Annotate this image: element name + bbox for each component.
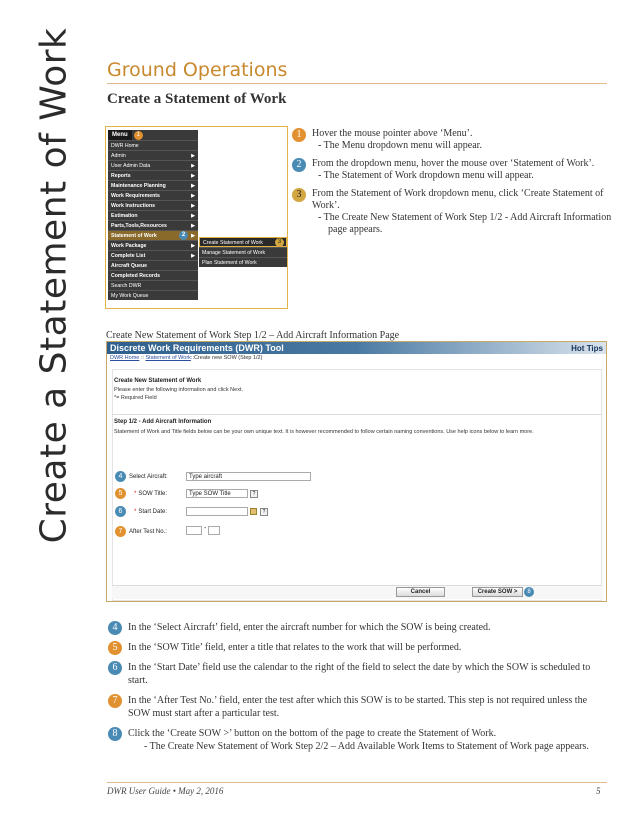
sow-badge: 2 [179,231,188,240]
arrow-right-icon: ▶ [191,203,195,209]
page-heading: Create a Statement of Work [107,91,287,107]
arrow-right-icon: ▶ [191,193,195,199]
dwr-screenshot [106,341,607,602]
step-text: In the ‘Start Date’ field use the calendar to the right of the field to select the date by which the SOW is scheduled to start. [128,662,591,686]
page-number: 5 [596,786,601,796]
menu-item-admin[interactable] [108,150,198,160]
create-sow-badge: 3 [275,238,284,247]
step-3 [292,188,612,236]
menu-item-work-instructions[interactable] [108,200,198,210]
field-badge: 6 [115,506,126,517]
menu-item-my-work-queue[interactable]: My Work Queue [108,290,198,300]
footer-rule [107,782,607,783]
step-badge: 3 [292,188,306,202]
form-instructions: Please enter the following information and click Next. [114,387,244,393]
menu-item-work-requirements[interactable] [108,190,198,200]
arrow-right-icon: ▶ [191,243,195,249]
step-panel-title: Step 1/2 - Add Aircraft Information [114,419,212,425]
create-sow-button[interactable]: Create SOW > [472,587,523,597]
step-4 [108,621,608,634]
breadcrumb-home[interactable]: DWR Home [110,355,140,361]
step-text: From the Statement of Work dropdown menu, click ‘Create Statement of Work’. [312,188,604,211]
help-icon[interactable]: ? [260,508,268,516]
menu-item-user-admin[interactable] [108,160,198,170]
field-label: SOW Title: [138,490,168,497]
steps-top [292,128,612,237]
step-badge: 4 [108,621,122,635]
field-badge: 5 [115,488,126,499]
section-rule [107,83,607,84]
step-subtext: - The Statement of Work dropdown menu will appear. [318,170,534,181]
menu-item-estimation[interactable] [108,210,198,220]
field-badge: 7 [115,526,126,537]
step-badge: 7 [108,694,122,708]
menu-item-reports[interactable] [108,170,198,180]
field-row-sow-title [115,488,167,499]
step-badge: 6 [108,661,122,675]
step-badge: 5 [108,641,122,655]
side-title: Create a Statement of Work [33,27,75,543]
menu-item-aircraft-queue[interactable]: Aircraft Queue [108,260,198,270]
form-title: Create New Statement of Work [114,378,202,384]
arrow-right-icon: ▶ [191,153,195,159]
start-date-input[interactable] [186,507,248,516]
field-label-wrap [134,509,167,515]
dwr-title-bar [107,342,606,354]
field-row-start-date [115,506,167,517]
menu-item-maintenance[interactable] [108,180,198,190]
menu-item-label: Admin [111,153,126,159]
breadcrumb-sow[interactable]: Statement of Work [145,355,191,361]
step-subtext: - The Create New Statement of Work Step 1/2 - Add Aircraft Information page appears. [318,212,612,235]
after-test-input-2[interactable] [208,526,220,535]
step-5 [108,641,608,654]
cancel-button[interactable]: Cancel [396,587,445,597]
required-marker: * [134,508,137,515]
dwr-title: Discrete Work Requirements (DWR) Tool [110,343,284,353]
step-2 [292,158,612,182]
submenu-item-manage-sow[interactable]: Manage Statement of Work [199,247,287,257]
menu-item-label: User Admin Data [111,163,151,169]
menu-item-label: Estimation [111,213,138,219]
menu-screenshot [105,126,288,309]
menu-item-label: Work Instructions [111,203,156,209]
arrow-right-icon: ▶ [191,163,195,169]
create-sow-badge: 8 [524,587,534,597]
required-marker: * [134,490,137,497]
field-label: After Test No.: [129,528,167,535]
step-badge: 1 [292,128,306,142]
menu-dropdown [108,130,198,300]
step-badge: 8 [108,727,122,741]
step-badge: 2 [292,158,306,172]
step-text: In the ‘Select Aircraft’ field, enter the aircraft number for which the SOW is being created. [128,622,491,633]
screenshot-caption: Create New Statement of Work Step 1/2 – Add Aircraft Information Page [106,330,400,341]
arrow-right-icon: ▶ [191,213,195,219]
field-label: Start Date: [138,508,168,515]
after-test-input-1[interactable] [186,526,202,535]
field-label: Select Aircraft: [129,473,168,480]
menu-item-statement-of-work[interactable] [108,230,198,240]
menu-item-work-package[interactable] [108,240,198,250]
help-icon[interactable]: ? [250,490,258,498]
step-6 [108,661,608,687]
arrow-right-icon: ▶ [191,173,195,179]
field-badge: 4 [115,471,126,482]
arrow-right-icon: ▶ [191,183,195,189]
step-text: In the ‘SOW Title’ field, enter a title that relates to the work that will be performed. [128,642,462,653]
field-row-select-aircraft [115,471,168,482]
menu-item-complete-list[interactable] [108,250,198,260]
menu-item-dwr-home[interactable]: DWR Home [108,140,198,150]
menu-badge: 1 [134,131,143,140]
select-aircraft-input[interactable]: Type aircraft [186,472,311,481]
hot-tips-link[interactable]: Hot Tips [571,343,603,353]
footer-guide-date: DWR User Guide • May 2, 2016 [107,786,224,796]
section-title: Ground Operations [107,59,288,81]
step-text: Hover the mouse pointer above ‘Menu’. [312,128,473,139]
breadcrumb-separator: :: [139,355,146,361]
after-test-dash: - [204,525,207,532]
menu-item-label: Reports [111,173,131,179]
step-1 [292,128,612,152]
submenu-item-plan-sow[interactable]: Plan Statement of Work [199,257,287,267]
menu-item-label: Maintenance Planning [111,183,166,189]
menu-label: Menu [108,130,132,140]
field-label-wrap [134,491,167,497]
sow-title-input[interactable]: Type SOW Title [186,489,248,498]
menu-item-label: Work Requirements [111,193,160,199]
menu-item-search-dwr[interactable]: Search DWR [108,280,198,290]
step-subtext: - The Create New Statement of Work Step 2/2 – Add Available Work Items to Statement of Work page appears. [144,741,589,752]
sow-submenu [199,237,287,267]
step-subtext: - The Menu dropdown menu will appear. [318,140,482,151]
step-text: In the ‘After Test No.’ field, enter the test after which this SOW is to be started. This step is not required unless the SOW must start after a particular test. [128,695,588,719]
step-8 [108,727,608,753]
required-note: *= Required Field [114,395,157,401]
menu-item-parts-tools[interactable] [108,220,198,230]
steps-bottom [108,621,608,760]
arrow-right-icon: ▶ [191,253,195,259]
step-panel-description: Statement of Work and Title fields below can be your own unique text. It is however recommended to follow certain naming conventions. Use help icons below to learn more. [114,429,534,435]
step-text: Click the ‘Create SOW >’ button on the bottom of the page to create the Statement of Work. [128,728,497,739]
submenu-item-label: Create Statement of Work [203,240,263,246]
menu-item-completed-records[interactable]: Completed Records [108,270,198,280]
breadcrumb [107,354,606,362]
menu-item-label: Statement of Work [111,233,157,239]
step-text: From the dropdown menu, hover the mouse over ‘Statement of Work’. [312,158,595,169]
calendar-icon[interactable] [250,508,257,515]
field-row-after-test [115,526,167,537]
menu-item-label: Parts,Tools,Resources [111,223,167,229]
breadcrumb-current: ::Create new SOW (Step 1/2) [190,355,263,361]
step-7 [108,694,608,720]
menu-header[interactable] [108,130,198,140]
menu-item-label: Complete List [111,253,146,259]
menu-item-label: Work Package [111,243,147,249]
arrow-right-icon: ▶ [191,233,195,239]
arrow-right-icon: ▶ [191,223,195,229]
submenu-item-create-sow[interactable] [199,237,287,247]
